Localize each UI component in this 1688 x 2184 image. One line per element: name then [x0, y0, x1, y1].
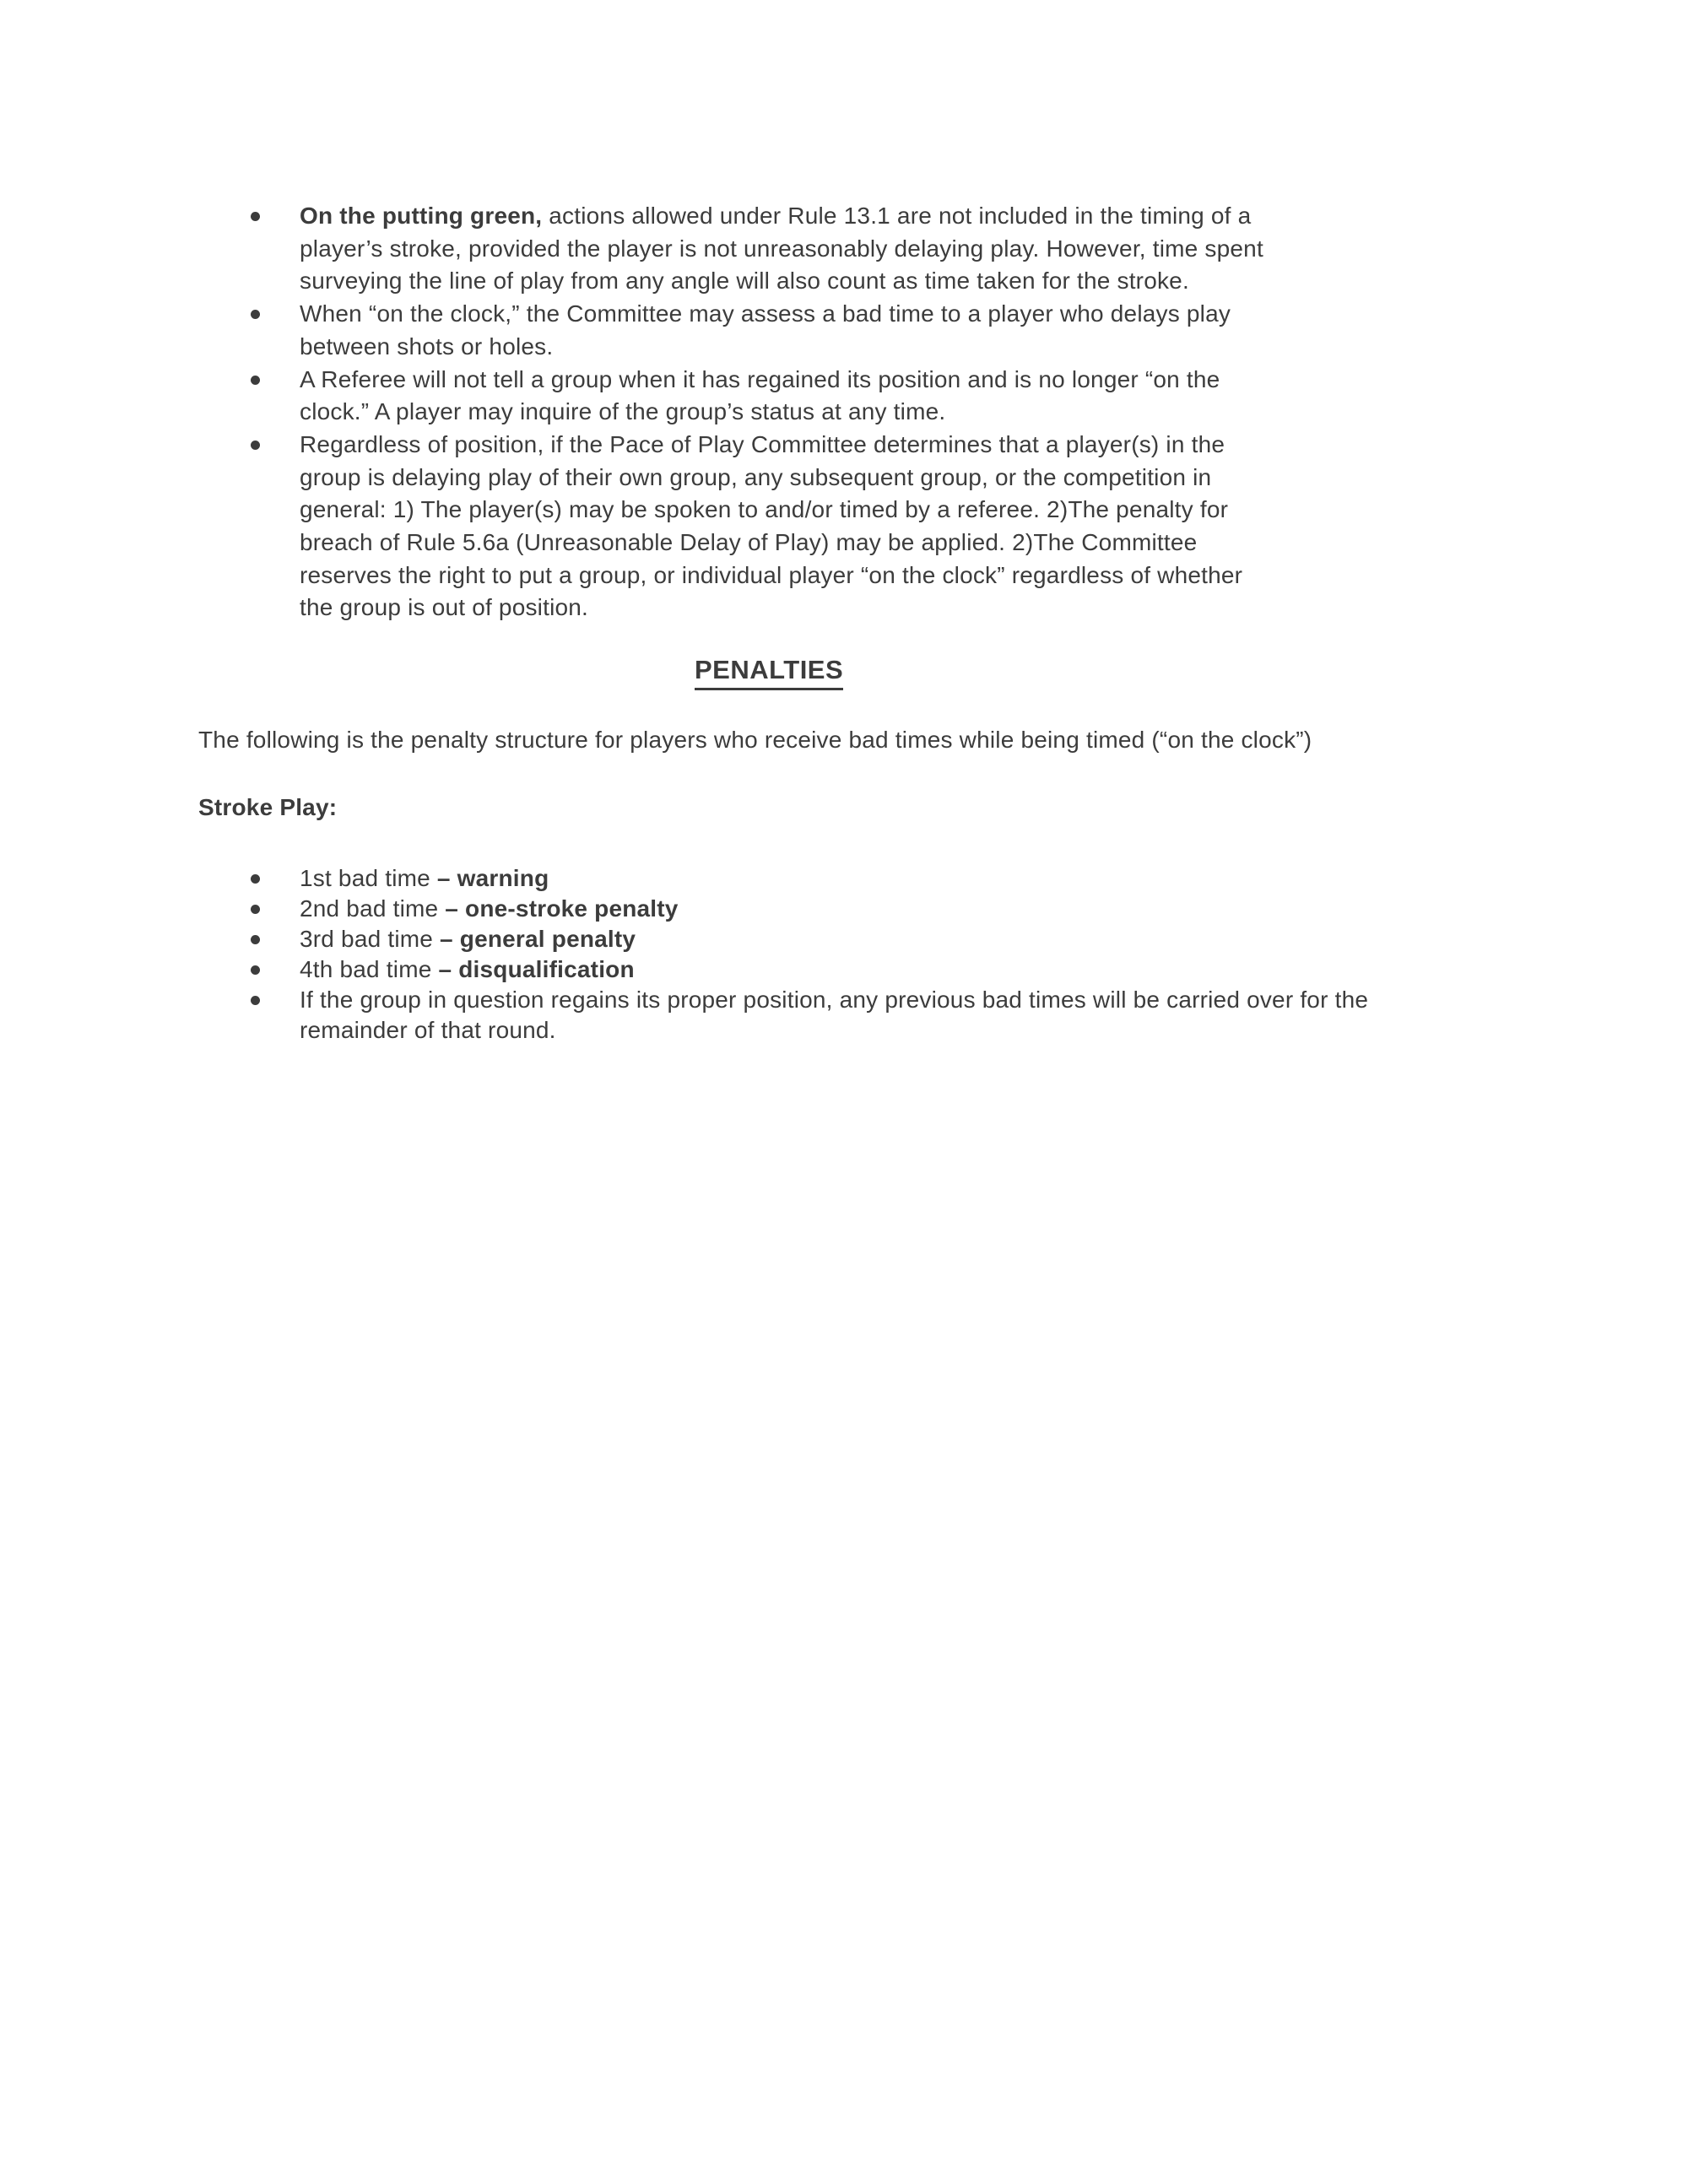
bold-text-segment: – disqualification: [438, 956, 635, 982]
bullet-icon: [251, 376, 260, 385]
penalties-heading: PENALTIES: [695, 653, 843, 690]
text-segment: group is delaying play of their own group, any subsequent group, or the competition in: [300, 463, 1212, 490]
text-segment: A Referee will not tell a group when it has regained its position and is no longer “on the: [300, 365, 1220, 392]
list-item: [198, 200, 1566, 298]
text-segment: Regardless of position, if the Pace of Play Committee determines that a player(s) in the: [300, 430, 1225, 457]
text-segment: 3rd bad time: [300, 926, 441, 952]
pace-of-play-bullet-list: [198, 200, 1566, 624]
bold-text-segment: On the putting green,: [300, 203, 543, 229]
bullet-icon: [251, 874, 260, 884]
text-segment: actions allowed under Rule 13.1 are not included in the timing of a: [542, 203, 1252, 229]
text-segment: clock.” A player may inquire of the group’s status at any time.: [300, 398, 946, 425]
bold-text-segment: – one-stroke penalty: [445, 895, 679, 922]
list-item: [198, 985, 1566, 1046]
text-segment: If the group in question regains its proper position, any previous bad times will be carried over for the: [300, 987, 1369, 1013]
bold-text-segment: – warning: [436, 865, 549, 891]
text-segment: player’s stroke, provided the player is not unreasonably delaying play. However, time spent: [300, 235, 1263, 262]
text-segment: 2nd bad time: [300, 895, 446, 922]
text-segment: 1st bad time: [300, 865, 437, 891]
bullet-icon: [251, 441, 260, 450]
bullet-icon: [251, 905, 260, 914]
text-segment: remainder of that round.: [300, 1017, 556, 1043]
text-line: [300, 429, 1566, 462]
list-item: [198, 954, 1566, 985]
text-segment: 4th bad time: [300, 956, 439, 982]
text-segment: the group is out of position.: [300, 594, 589, 621]
list-item: [198, 924, 1566, 954]
text-line: [300, 298, 1566, 331]
bullet-icon: [251, 996, 260, 1005]
text-line: [300, 894, 1566, 924]
text-line: [300, 954, 1566, 985]
text-line: [300, 494, 1566, 527]
bold-text-segment: – general penalty: [440, 926, 636, 952]
text-line: [300, 863, 1566, 894]
text-line: [300, 560, 1566, 592]
bullet-icon: [251, 965, 260, 975]
text-line: [300, 364, 1566, 397]
text-line: [300, 592, 1566, 624]
text-line: [300, 527, 1566, 560]
text-line: [300, 265, 1566, 298]
text-line: [300, 396, 1566, 429]
text-segment: general: 1) The player(s) may be spoken to and/or timed by a referee. 2)The penalty for: [300, 496, 1229, 523]
text-segment: between shots or holes.: [300, 332, 554, 359]
text-line: [300, 924, 1566, 954]
bullet-icon: [251, 212, 260, 221]
list-item: [198, 429, 1566, 624]
text-line: [300, 200, 1566, 233]
intro-paragraph: The following is the penalty structure for players who receive bad times while being timed (“on the clock”): [198, 727, 1312, 753]
stroke-play-label: Stroke Play:: [198, 794, 338, 820]
text-line: [300, 331, 1566, 364]
bullet-icon: [251, 935, 260, 944]
text-line: [300, 233, 1566, 266]
list-item: [198, 298, 1566, 363]
list-item: [198, 863, 1566, 894]
text-segment: reserves the right to put a group, or individual player “on the clock” regardless of whether: [300, 561, 1243, 588]
text-segment: breach of Rule 5.6a (Unreasonable Delay of Play) may be applied. 2)The Committee: [300, 529, 1198, 556]
list-item: [198, 364, 1566, 429]
penalty-structure-bullet-list: [198, 863, 1566, 1046]
text-segment: surveying the line of play from any angle will also count as time taken for the stroke.: [300, 268, 1189, 295]
text-segment: When “on the clock,” the Committee may assess a bad time to a player who delays play: [300, 300, 1231, 327]
bullet-icon: [251, 310, 260, 319]
text-line: [300, 462, 1566, 495]
text-line: [300, 1015, 1566, 1046]
text-line: [300, 985, 1566, 1015]
list-item: [198, 894, 1566, 924]
